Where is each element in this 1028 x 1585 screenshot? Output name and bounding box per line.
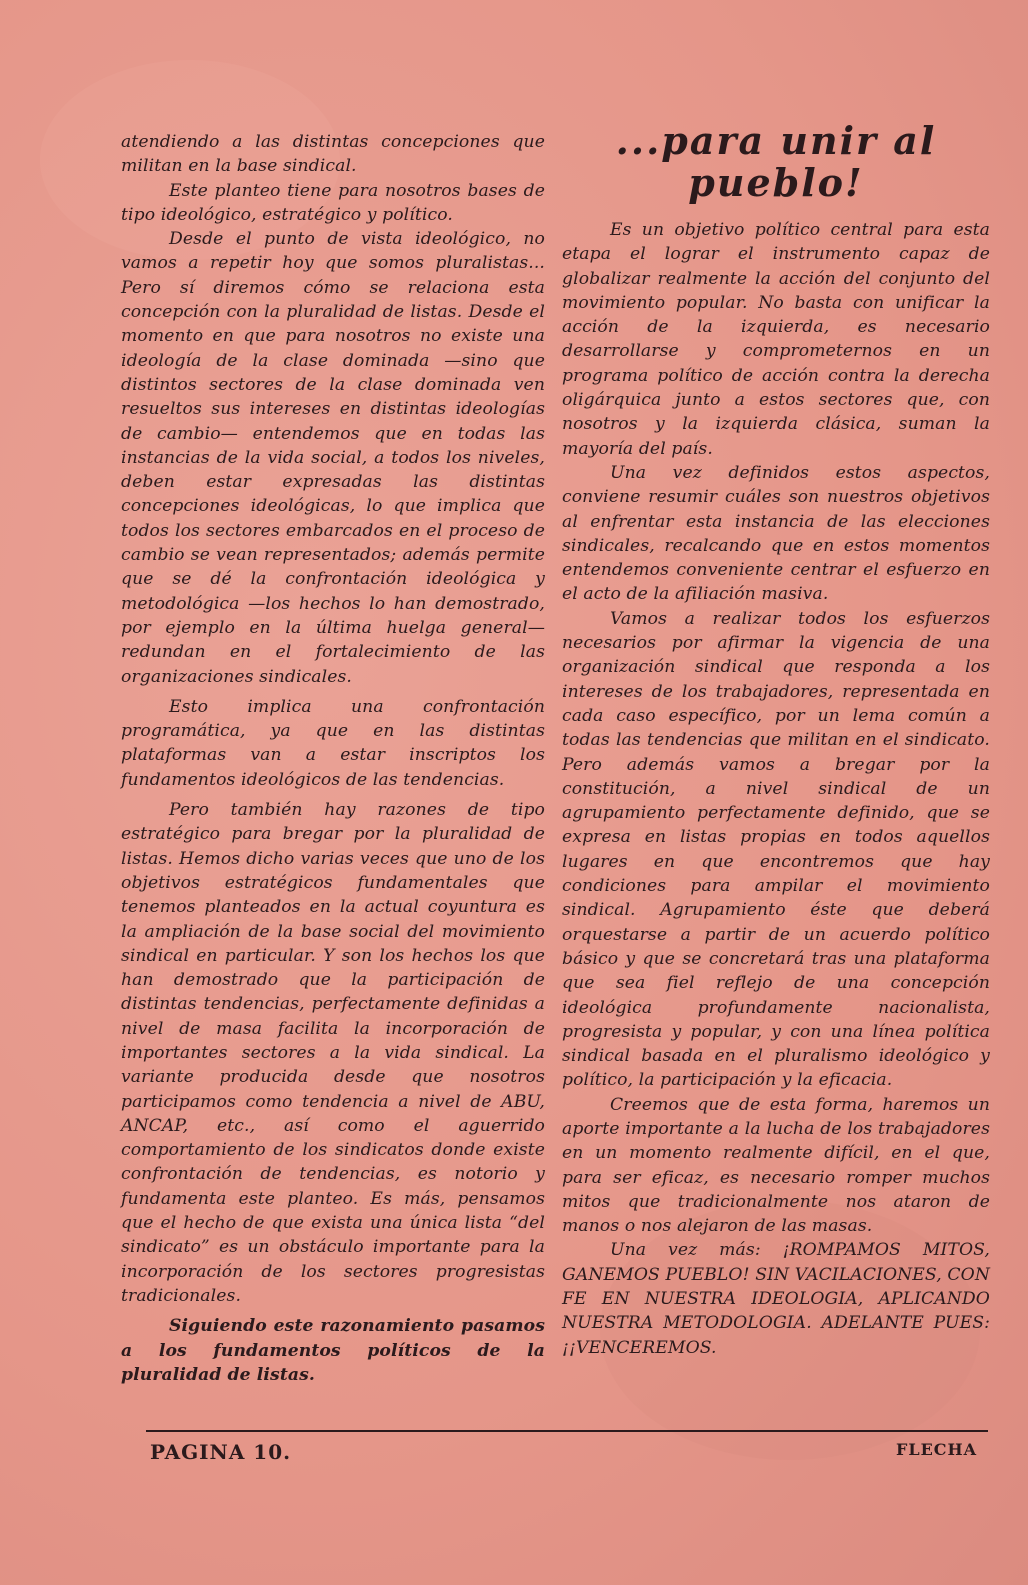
left-paragraph-5: Pero también hay razones de tipo estratégico para bregar por la pluralidad de listas. Hemos dicho varias veces que uno de los objetivos estratégicos fundamentales que tenemos planteados en la actual coyuntura es la ampliación de la base social del movimiento sindical en particular. Y son los hechos los que han demostrado que la participación de distintas tendencias, perfectamente definidas a nivel de masa facilita la incorporación de importantes sectores a la vida sindical. La variante producida desde que nosotros participamos como tendencia a nivel de ABU, ANCAP, etc., así como el aguerrido comportamiento de los sindicatos donde existe confrontación de tendencias, es notorio y fundamenta este planteo. Es más, pensamos que el hecho de que exista una única lista “del sindicato” es un obstáculo importante para la incorporación de los sectores progresistas tradicionales. — [121, 800, 545, 1306]
right-paragraph-1: Es un objetivo político central para esta etapa el lograr el instrumento capaz de globalizar realmente la acción del conjunto del movimiento popular. No basta con unificar la acción de la izquierda, es necesario desarrollarse y comprometernos en un programa político de acción contra la derecha oligárquica junto a estos sectores que, con nosotros y la izquierda clásica, suman la mayoría del país. — [562, 220, 990, 459]
page-number: PAGINA 10. — [150, 1440, 292, 1464]
right-paragraph-4: Creemos que de esta forma, haremos un aporte importante a la lucha de los trabajadores en un momento realmente difícil, en el que, para ser eficaz, es necesario romper muchos mitos que tradicionalmente nos ataron de manos o nos alejaron de las masas. — [562, 1094, 990, 1237]
left-column — [121, 130, 545, 1387]
footer-rule — [146, 1430, 988, 1432]
left-paragraph-2: Este planteo tiene para nosotros bases de tipo ideológico, estratégico y político. — [121, 180, 545, 225]
headline: ...para unir al pueblo! — [615, 118, 937, 205]
publication-name: FLECHA — [896, 1440, 978, 1459]
right-paragraph-2: Una vez definidos estos aspectos, conviene resumir cuáles son nuestros objetivos al enfrentar esta instancia de las elecciones sindicales, recalcando que en estos momentos entendemos conveniente centrar el esfuerzo en el acto de la afiliación masiva. — [562, 462, 990, 605]
right-paragraph-3: Vamos a realizar todos los esfuerzos necesarios por afirmar la vigencia de una organización sindical que responda a los intereses de los trabajadores, representada en cada caso específico, por un lema común a todas las tendencias que militan en el sindicato. Pero además vamos a bregar por la constitución, a nivel sindical de un agrupamiento perfectamente definido, que se expresa en listas propias en todos aquellos lugares en que encontremos que hay condiciones para ampilar el movimiento sindical. Agrupamiento éste que deberá orquestarse a partir de un acuerdo político básico y que se concretará tras una plataforma que sea fiel reflejo de una concepción ideológica profundamente nacionalista, progresista y popular, y con una línea política sindical basada en el pluralismo ideológico y político, la participación y la eficacia. — [562, 608, 990, 1091]
right-column — [562, 120, 990, 1360]
left-paragraph-3: Desde el punto de vista ideológico, no vamos a repetir hoy que somos pluralistas... Pero sí diremos cómo se relaciona esta concepción con la pluralidad de listas. Desde el momento en que para nosotros no existe una ideología de la clase dominada —sino que distintos sectores de la clase dominada ven resueltos sus intereses en distintas ideologías de cambio— entendemos que en todas las instancias de la vida social, a todos los niveles, deben estar expresadas las distintas concepciones ideológicas, lo que implica que todos los sectores embarcados en el proceso de cambio se vean representados; además permite que se dé la confrontación ideológica y metodológica —los hechos lo han demostrado, por ejemplo en la última huelga general— redundan en el fortalecimiento de las organizaciones sindicales. — [121, 229, 545, 687]
left-paragraph-4: Esto implica una confrontación programática, ya que en las distintas plataformas van a estar inscriptos los fundamentos ideológicos de las tendencias. — [121, 696, 545, 790]
left-paragraph-6: Siguiendo este razonamiento pasamos a los fundamentos políticos de la pluralidad de listas. — [121, 1316, 545, 1385]
left-paragraph-1: atendiendo a las distintas concepciones que militan en la base sindical. — [121, 132, 545, 177]
right-paragraph-5: Una vez más: ¡ROMPAMOS MITOS, GANEMOS PUEBLO! SIN VACILACIONES, CON FE EN NUESTRA IDEOLOGIA, APLICANDO NUESTRA METODOLOGIA. ADELANTE PUES: ¡¡VENCEREMOS. — [562, 1240, 990, 1358]
